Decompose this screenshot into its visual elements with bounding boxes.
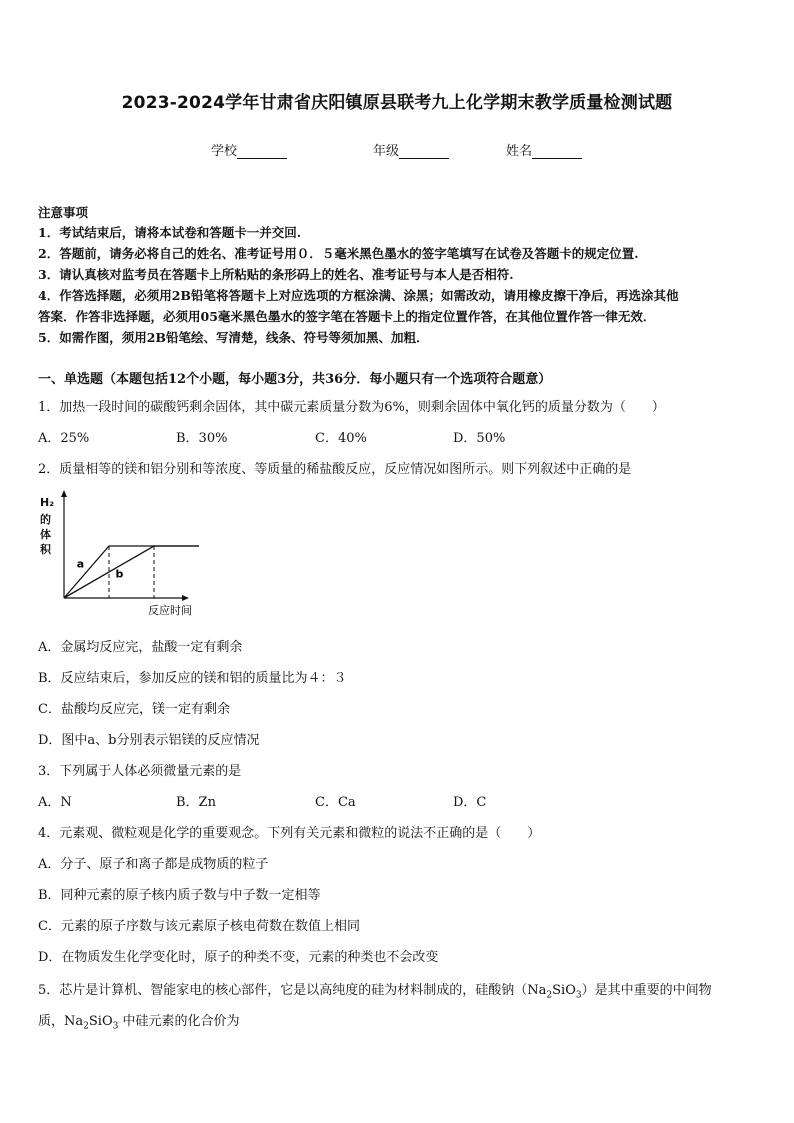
section-heading: 一、单选题（本题包括12个小题，每小题3分，共36分．每小题只有一个选项符合题意） — [38, 372, 552, 387]
notice-item: 4．作答选择题，必须用2B铅笔将答题卡上对应选项的方框涂满、涂黑；如需改动，请用橡皮擦干净后，再选涂其他 — [38, 288, 679, 303]
q3-option-d[interactable]: D．C — [453, 795, 487, 810]
chart-svg — [36, 488, 216, 622]
name-blank[interactable] — [532, 144, 582, 159]
q4-option-d[interactable]: D．在物质发生化学变化时，原子的种类不变，元素的种类也不会改变 — [38, 950, 439, 965]
q2-option-b[interactable]: B．反应结束后，参加反应的镁和铝的质量比为４：３ — [38, 671, 347, 686]
grade-blank[interactable] — [399, 144, 449, 159]
q4-option-b[interactable]: B．同种元素的原子核内质子数与中子数一定相等 — [38, 888, 321, 903]
series-line-b — [64, 546, 199, 598]
name-field[interactable] — [506, 140, 582, 159]
series-label-b: b — [115, 567, 124, 581]
y-label-line: H₂ — [40, 496, 55, 509]
question-2-stem: 2．质量相等的镁和铝分别和等浓度、等质量的稀盐酸反应，反应情况如图所示。则下列叙述中正确的是 — [38, 462, 632, 477]
q5-text: 5．芯片是计算机、智能家电的核心部件，它是以高纯度的硅为材料制成的，硅酸钠（ — [38, 983, 528, 998]
q3-option-c[interactable]: C．Ca — [315, 795, 356, 810]
question-3-stem: 3．下列属于人体必须微量元素的是 — [38, 764, 242, 779]
q1-option-d[interactable]: D．50% — [453, 431, 506, 446]
y-label-line: 积 — [40, 543, 51, 556]
q3-option-a[interactable]: A．N — [38, 795, 72, 810]
question-5-stem-line1 — [38, 979, 712, 1001]
question-1-stem: 1．加热一段时间的碳酸钙剩余固体，其中碳元素质量分数为6%，则剩余固体中氧化钙的质量分数为（ ） — [38, 400, 665, 415]
x-axis-arrow — [182, 595, 189, 601]
series-label-a: a — [76, 557, 85, 571]
question-4-stem: 4．元素观、微粒观是化学的重要观念。下列有关元素和微粒的说法不正确的是（ ） — [38, 826, 541, 841]
q4-option-a[interactable]: A．分子、原子和离子都是成物质的粒子 — [38, 857, 269, 872]
q3-option-b[interactable]: B．Zn — [176, 795, 216, 810]
y-axis-arrow — [61, 490, 67, 497]
hydrogen-volume-chart — [36, 488, 216, 622]
series-line-a — [64, 546, 199, 598]
y-label-line: 体 — [40, 528, 51, 541]
school-field[interactable] — [211, 140, 287, 159]
student-info-row — [0, 140, 794, 160]
q5-text: ）是其中重要的中间物 — [581, 983, 712, 998]
notice-item: 答案．作答非选择题，必须用05毫米黑色墨水的签字笔在答题卡上的指定位置作答，在其他位置作答一律无效． — [38, 309, 656, 324]
q4-option-c[interactable]: C．元素的原子序数与该元素原子核电荷数在数值上相同 — [38, 919, 360, 934]
q5-text: 质， — [38, 1014, 65, 1029]
formula-na2sio3: $Na_2SiO_3$ — [527, 983, 582, 1001]
q1-option-b[interactable]: B．30% — [176, 431, 228, 446]
page-title: 2023-2024学年甘肃省庆阳镇原县联考九上化学期末教学质量检测试题 — [121, 93, 673, 113]
question-5-stem-line2 — [38, 1010, 240, 1032]
q2-option-a[interactable]: A．金属均反应完，盐酸一定有剩余 — [38, 640, 243, 655]
y-label-line: 的 — [40, 513, 51, 526]
name-label: 姓名 — [506, 144, 533, 159]
notice-heading: 注意事项 — [38, 205, 89, 220]
school-label: 学校 — [211, 144, 238, 159]
grade-field[interactable] — [373, 140, 449, 159]
notice-item: 1．考试结束后，请将本试卷和答题卡一并交回. — [38, 225, 302, 240]
x-axis-label: 反应时间 — [148, 604, 192, 617]
q5-text: 中硅元素的化合价为 — [118, 1014, 240, 1029]
school-blank[interactable] — [237, 144, 287, 159]
grade-label: 年级 — [373, 144, 400, 159]
notice-item: 2．答题前，请务必将自己的姓名、准考证号用０．５毫米黑色墨水的签字笔填写在试卷及答题卡的规定位置. — [38, 246, 639, 261]
q2-option-c[interactable]: C．盐酸均反应完，镁一定有剩余 — [38, 702, 230, 717]
notice-item: 3．请认真核对监考员在答题卡上所粘贴的条形码上的姓名、准考证号与本人是否相符. — [38, 267, 514, 282]
q1-option-a[interactable]: A．25% — [38, 431, 90, 446]
notice-item: 5．如需作图，须用2B铅笔绘、写清楚，线条、符号等须加黑、加粗． — [38, 330, 429, 345]
formula-na2sio3: $Na_2SiO_3$ — [64, 1014, 119, 1032]
q2-option-d[interactable]: D．图中a、b分别表示铝镁的反应情况 — [38, 733, 260, 748]
q1-option-c[interactable]: C．40% — [315, 431, 367, 446]
